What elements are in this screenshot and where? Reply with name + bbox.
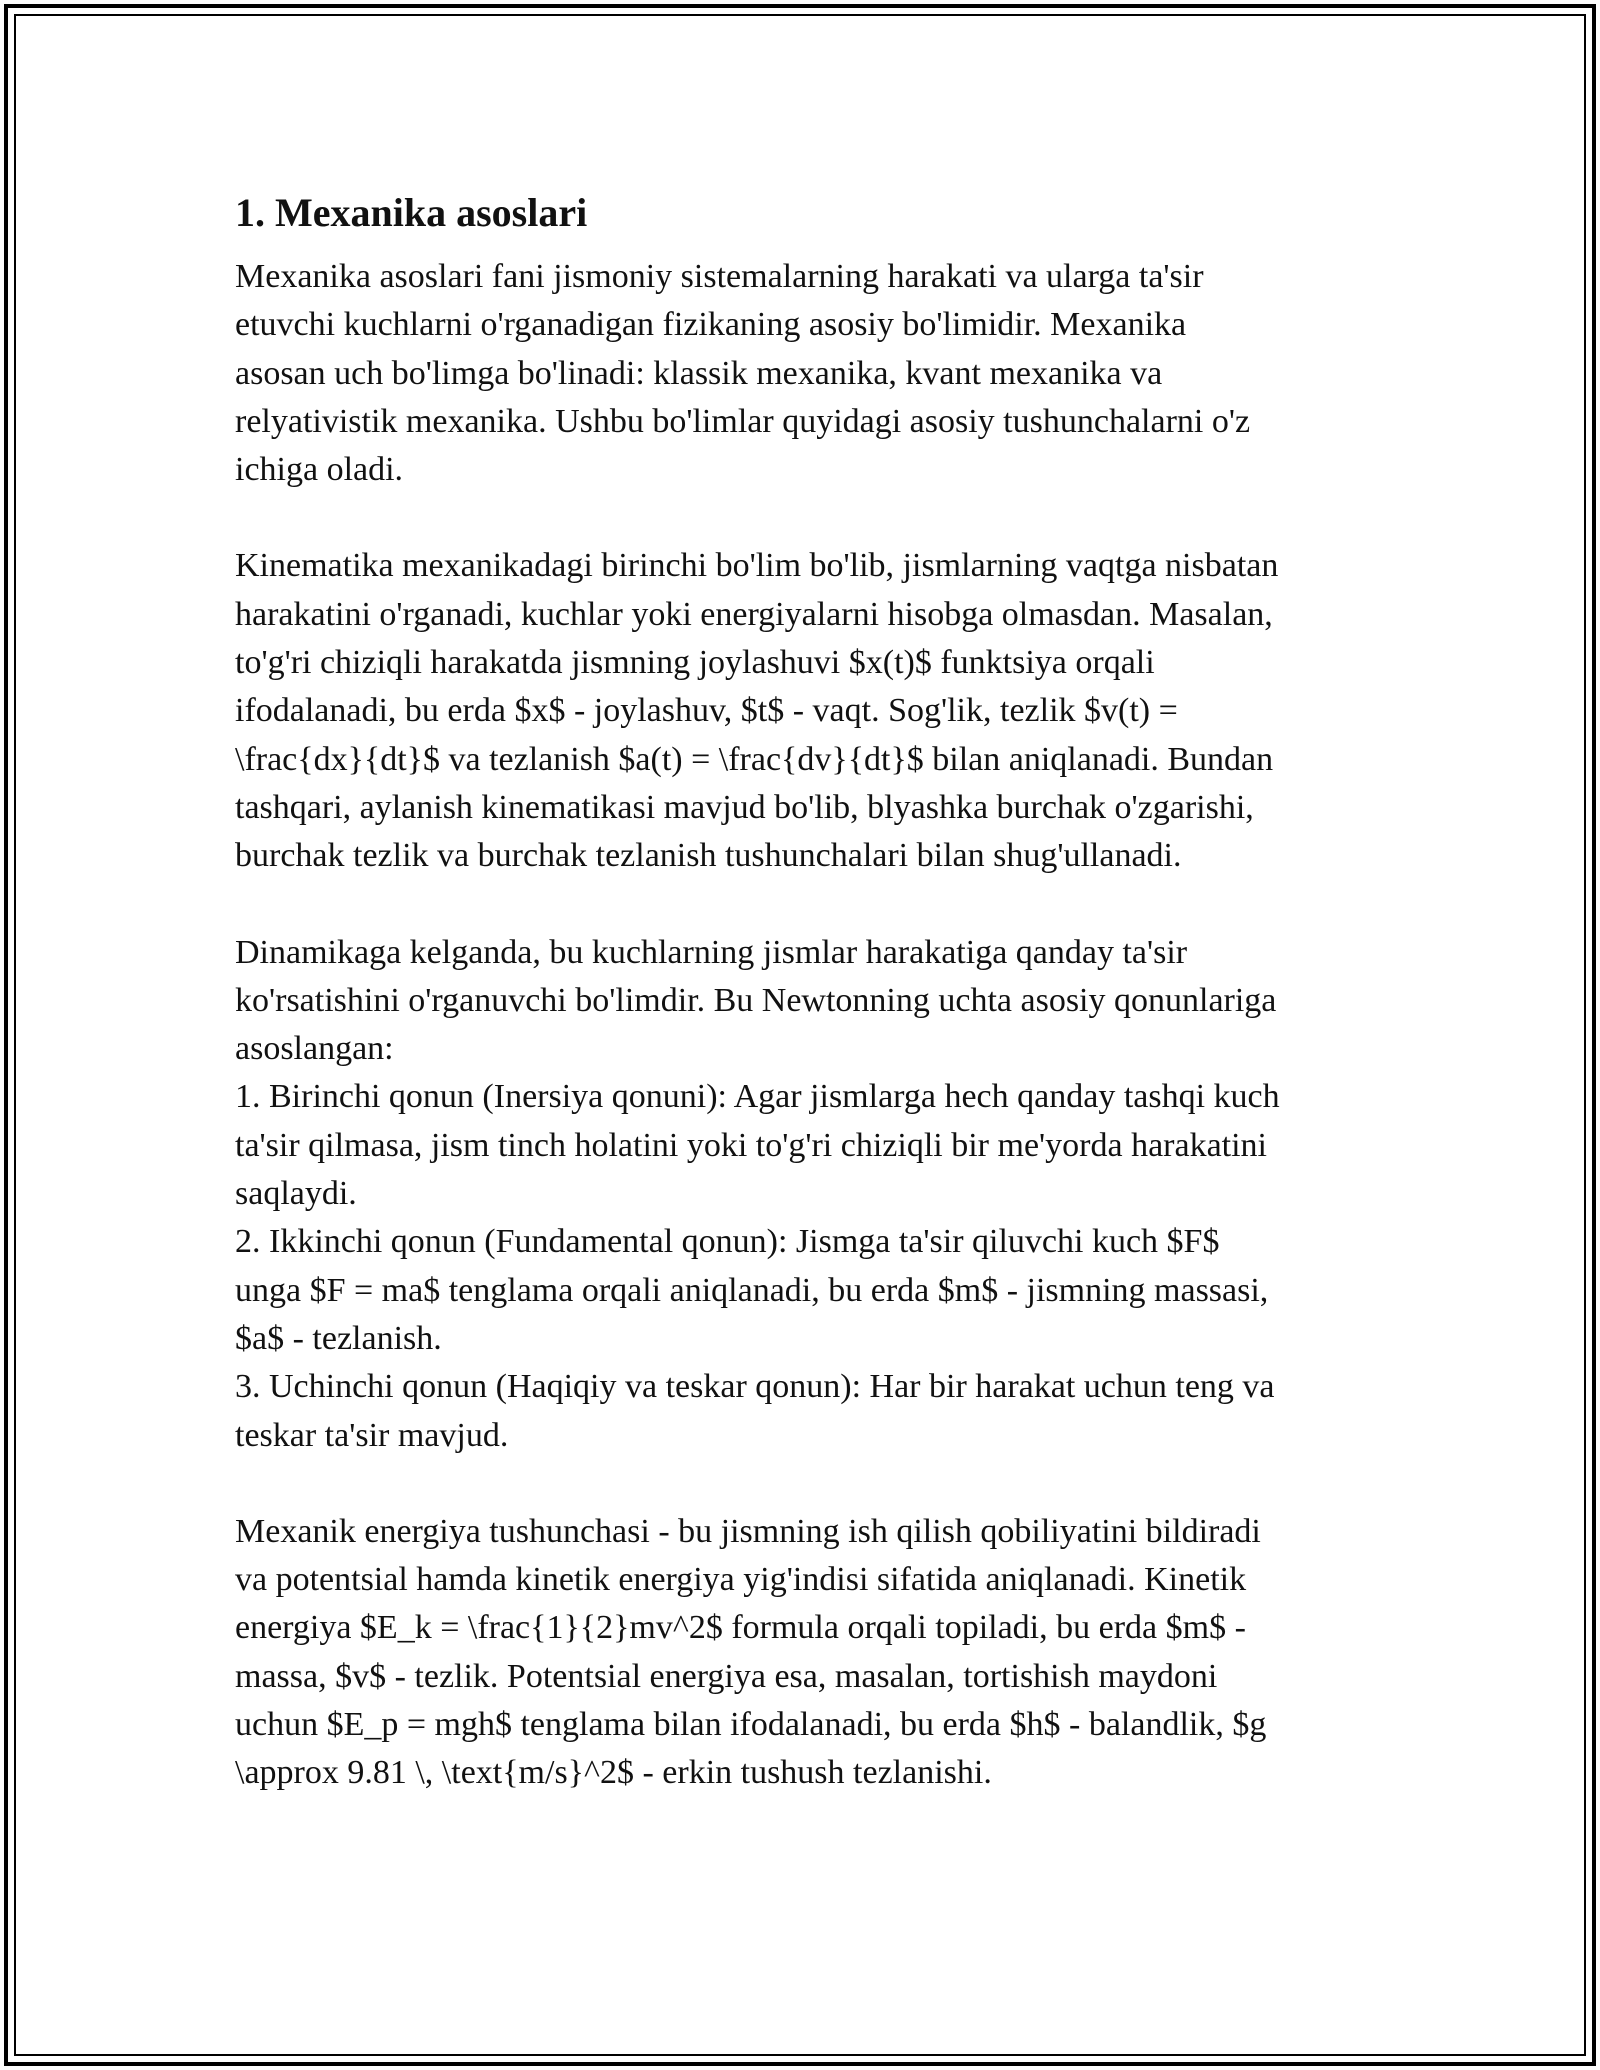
document-body xyxy=(235,183,1375,1846)
paragraph-dynamics: Dinamikaga kelganda, bu kuchlarning jismlar harakatiga qanday ta'sir ko'rsatishini o'rganuvchi bo'limdir. Bu Newtonning uchta asosiy qonunlariga asoslangan: 1. Birinchi qonun (Inersiya qonuni): Agar jismlarga hech qanday tashqi kuch ta'sir qilmasa, jism tinch holatini yoki to'g'ri chiziqli bir me'yorda harakatini saqlaydi. 2. Ikkinchi qonun (Fundamental qonun): Jismga ta'sir qiluvchi kuch $F$ unga $F = ma$ tenglama orqali aniqlanadi, bu erda $m$ - jismning massasi, $a$ - tezlanish. 3. Uchinchi qonun (Haqiqiy va teskar qonun): Har bir harakat uchun teng va teskar ta'sir mavjud. xyxy=(235,933,1280,1454)
section-heading: 1. Mexanika asoslari xyxy=(235,190,588,235)
paragraph-energy: Mexanik energiya tushunchasi - bu jismning ish qilish qobiliyatini bildiradi va potentsial hamda kinetik energiya yig'indisi sifatida aniqlanadi. Kinetik energiya $E_k = \frac{1}{2}mv^2$ formula orqali topiladi, bu erda $m$ - massa, $v$ - tezlik. Potentsial energiya esa, masalan, tortishish maydoni uchun $E_p = mgh$ tenglama bilan ifodalanadi, bu erda $h$ - balandlik, $g \approx 9.81 \, \text{m/s}^2$ - erkin tushush tezlanishi. xyxy=(235,1512,1267,1792)
paragraph-intro: Mexanika asoslari fani jismoniy sistemalarning harakati va ularga ta'sir etuvchi kuchlarni o'rganadigan fizikaning asosiy bo'limidir. Mexanika asosan uch bo'limga bo'linadi: klassik mexanika, kvant mexanika va relyativistik mexanika. Ushbu bo'limlar quyidagi asosiy tushunchalarni o'z ichiga oladi. xyxy=(235,258,1251,489)
paragraph-kinematics: Kinematika mexanikadagi birinchi bo'lim bo'lib, jismlarning vaqtga nisbatan harakatini o'rganadi, kuchlar yoki energiyalarni hisobga olmasdan. Masalan, to'g'ri chiziqli harakatda jismning joylashuvi $x(t)$ funktsiya orqali ifodalanadi, bu erda $x$ - joylashuv, $t$ - vaqt. Sog'lik, tezlik $v(t) = \frac{dx}{dt}$ va tezlanish $a(t) = \frac{dv}{dt}$ bilan aniqlanadi. Bundan tashqari, aylanish kinematikasi mavjud bo'lib, blyashka burchak o'zgarishi, burchak tezlik va burchak tezlanish tushunchalari bilan shug'ullanadi. xyxy=(235,547,1279,875)
